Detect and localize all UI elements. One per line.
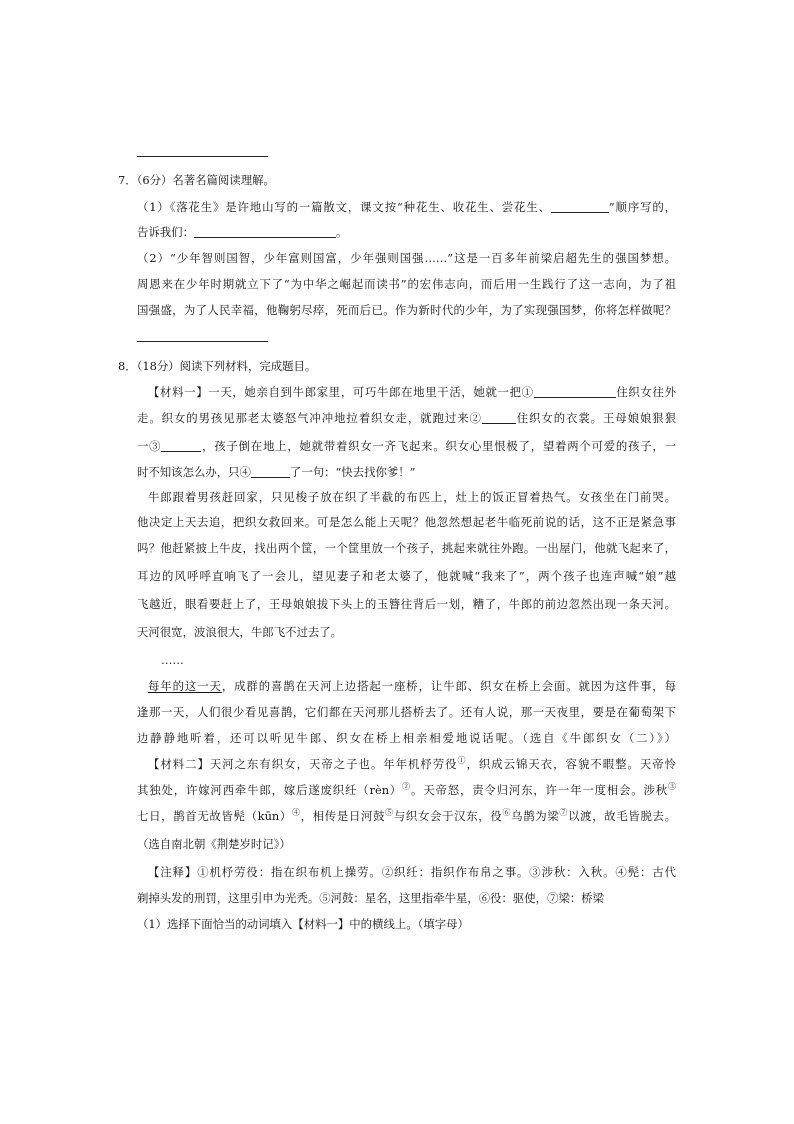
text-segment: 以渡，故毛皆脱去。 (568, 809, 677, 823)
material2-line3 (137, 807, 676, 825)
text-segment: 告诉我们： (137, 225, 194, 239)
text-segment: （1）《落花生》是许地山写的一篇散文，课文按“种花生、收花生、尝花生、 (137, 200, 551, 214)
text-segment: 乌鹊为梁 (511, 809, 560, 823)
answer-blank (161, 439, 201, 452)
text-segment: ，成群的喜鹊在天河上边搭起一座桥，让牛郎、织女在桥上会面。就因为这件事，每 (221, 679, 676, 693)
q7-part2-line3: 国强盛，为了人民幸福，他鞠躬尽瘁，死而后已。作为新时代的少年，为了实现强国梦，你将怎样做呢？ (137, 303, 676, 317)
note-marker: ⑦ (559, 808, 569, 817)
text-segment: 住织女往外 (615, 385, 676, 399)
answer-line (137, 341, 268, 342)
note-marker: ④ (291, 808, 301, 817)
answer-line (137, 156, 268, 157)
q8-heading: 8．（18分）阅读下列材料，完成题目。 (118, 359, 317, 373)
text-segment: ，孩子倒在地上，她就带着织女一齐飞起来。织女心里恨极了，望着两个可爱的孩子，一 (201, 439, 676, 453)
text-segment: 七日，鹊首无故皆髡（kūn） (137, 809, 292, 823)
text-segment: 【材料一】一天，她亲自到牛郎家里，可巧牛郎在地里干活，她就一把① (148, 385, 534, 399)
material1-para2-line3: 吗？他赶紧披上牛皮，找出两个筐，一个筐里放一个孩子，挑起来就往外跑。一出屋门，他就飞起来了， (137, 541, 676, 555)
q7-part1-line1 (137, 198, 676, 216)
material2-source: （选自南北朝《荆楚岁时记》） (137, 837, 291, 851)
text-segment: 与织女会于汉东，役 (393, 809, 503, 823)
material1-para3-line2: 逢那一天，人们很少看见喜鹊，它们都在天河那儿搭桥去了。还有人说，那一天夜里，要是在葡萄架下 (137, 705, 676, 719)
text-segment: 一③ (137, 439, 162, 453)
text-segment: ，相传是日河鼓 (300, 809, 386, 823)
material1-para2-line5: 飞越近，眼看要赶上了，王母娘娘拔下头上的玉簪往背后一划，糟了，牛郎的前边忽然出现一条天河。 (137, 597, 676, 611)
q7-part2-line2: 周恩来在少年时期就立下了“为中华之崛起而读书”的宏伟志向，而后用一生践行了这一志向，为了祖 (137, 277, 676, 291)
note-marker: ① (457, 756, 467, 765)
text-segment: ，织成云锦天衣，容貌不暇整。天帝怜 (466, 757, 676, 771)
text-segment: 其独处，许嫁河西牵牛郎，嫁后遂废织纴（rèn） (137, 783, 403, 797)
text-segment: 。天帝怒，责令归河东，许一年一度相会。涉秋 (411, 783, 668, 797)
text-segment: 走。织女的男孩见那老太婆怒气冲冲地拉着织女走，就跑过来② (137, 411, 482, 425)
q7-heading: 7．（6分）名著名篇阅读理解。 (118, 173, 275, 187)
q7-part2-line1: （2）“少年智则国智，少年富则国富，少年强则国强……”这是一百多年前梁启超先生的强国梦想。 (137, 251, 676, 265)
material1-para1-line4 (137, 463, 676, 481)
q8-sub-question-1: （1）选择下面恰当的动词填入【材料一】中的横线上。（填字母） (137, 917, 469, 931)
answer-blank (194, 225, 336, 238)
material1-para1-line2 (137, 409, 676, 427)
text-segment: 【材料二】天河之东有织女，天帝之子也。年年机杼劳役 (148, 757, 458, 771)
answer-blank (551, 200, 609, 213)
material1-para2-line4: 耳边的风呼呼直响飞了一会儿，望见妻子和老太婆了，他就喊“我来了”，两个孩子也连声喊“娘”越 (137, 569, 676, 583)
material1-para2-line6: 天河很宽，波浪很大，牛郎飞不过去了。 (137, 625, 343, 639)
note-marker: ② (402, 782, 411, 791)
underlined-phrase: 每年的这一天 (148, 679, 222, 693)
answer-blank (534, 385, 616, 398)
material2-line2 (137, 781, 676, 799)
text-segment: ”顺序写的， (608, 200, 677, 214)
ellipsis: …… (161, 653, 184, 667)
material1-para1-line3 (137, 437, 676, 455)
material1-para3-line1 (148, 677, 676, 695)
material1-para1-line1 (148, 383, 676, 401)
text-segment: 了一句：“快去找你爹！” (289, 465, 416, 479)
text-segment: 。 (335, 225, 348, 239)
material1-para2-line1: 牛郎跟着男孩赶回家，只见梭子放在织了半截的布匹上，灶上的饭正冒着热气。女孩坐在门前哭。 (148, 490, 676, 504)
material1-para3-line3: 边静静地听着，还可以听见牛郎、织女在桥上相亲相爱地说话呢。（选自《牛郎织女（二）》） (137, 731, 676, 745)
answer-blank (251, 465, 290, 478)
notes-line1: 【注释】①机杼劳役：指在织布机上操劳。②织纴：指织作布帛之事。③涉秋：入秋。④髡：古代 (148, 865, 676, 879)
note-marker: ⑥ (502, 808, 512, 817)
q7-part1-line2 (137, 223, 676, 241)
material1-para2-line2: 他决定上天去追，把织女救回来。可是怎么能上天呢？他忽然想起老牛临死前说的话，这不正是紧急事 (137, 515, 676, 529)
material2-line1 (148, 755, 676, 773)
answer-blank (482, 411, 516, 424)
note-marker: ③ (668, 782, 676, 791)
note-marker: ⑤ (385, 808, 394, 817)
notes-line2: 剃掉头发的刑罚，这里引申为光秃。⑤河鼓：星名，这里指牵牛星，⑥役：驱使，⑦梁：桥梁 (137, 891, 605, 905)
text-segment: 住织女的衣裳。王母娘娘狠狠 (515, 411, 676, 425)
text-segment: 时不知该怎么办，只④ (137, 465, 251, 479)
